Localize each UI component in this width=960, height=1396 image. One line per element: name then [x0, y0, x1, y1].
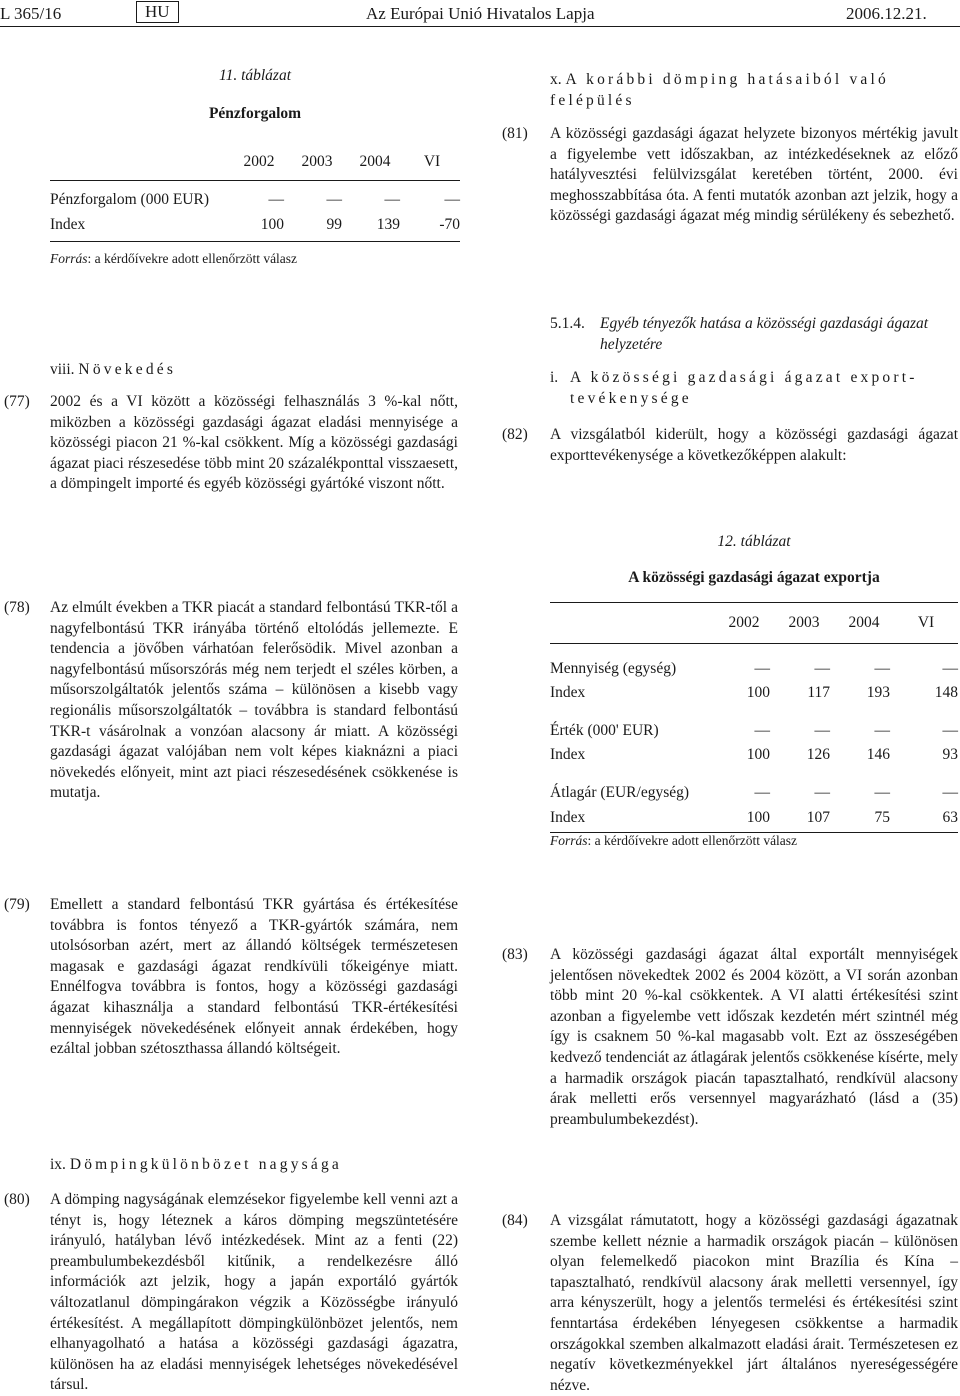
- table11-row-label: Pénzforgalom (000 EUR): [50, 190, 209, 208]
- paragraph-83: A közösségi gazdasági ágazat által exportált mennyiségek jelentősen növekedtek 2002 és 2004 között, a VI során azonban több mint 20 %-kal csökkentek. A VI alatti értékesítési szint azonban a figyelembe vett időszak kezdetén mért szintnél még így is csaknem 50 %-kal magasabb volt. Ezt az összeségében kedvező tendenciát az átlagárak jelentős csökkenése kísérte, mely a harmadik országok piacán tapasztalható, rendkívül alacsony árak melletti erős versennyel magyarázható (lásd a (35) preambulumbekezdést).: [550, 946, 958, 1128]
- table12-cell: —: [754, 660, 770, 678]
- table11-cell: —: [326, 190, 342, 208]
- table12-cell: —: [942, 784, 958, 802]
- section-number: x.: [550, 71, 562, 88]
- section-title-line: Egyéb tényezők hatása a közösségi gazdasági ágazat: [600, 315, 929, 332]
- paragraph-77: 2002 és a VI között a közösségi felhasználás 3 %-kal nőtt, miközben a közösségi gazdasági ágazat eladási mennyisége a közösségi piacon 21 %-kal csökkent. Míg a közösségi gazdasági ágazat piaci részesedése több mint 20 százalékponttal visszaesett, a dömpingelt importé és egyéb közösségi gyártóké viszont nőtt.: [50, 393, 458, 493]
- paragraph-number: (81): [502, 125, 528, 142]
- table11-cell: 99: [288, 211, 346, 242]
- paragraph-number: (80): [4, 1191, 30, 1208]
- table12-cell: 107: [774, 804, 834, 833]
- table11-col-2002: 2002: [230, 146, 288, 180]
- section-viii-heading: [50, 360, 176, 381]
- section-ix-heading: [50, 1155, 342, 1176]
- table12-cell: —: [814, 784, 830, 802]
- table12-col-2002: 2002: [714, 603, 774, 644]
- table12-cell: —: [814, 722, 830, 740]
- table11-title: Pénzforgalom: [208, 105, 302, 122]
- table12-cell: —: [874, 722, 890, 740]
- page-header: [0, 0, 960, 26]
- table12-cell: 146: [866, 745, 890, 763]
- source-text: : a kérdőívekre adott ellenőrzött válasz: [87, 251, 298, 266]
- table12-cell: 100: [746, 745, 770, 763]
- table11-cell: —: [268, 190, 284, 208]
- table-row: [550, 680, 958, 706]
- paragraph-number: (82): [502, 426, 528, 443]
- paragraph-80: A dömping nagyságának elemzésekor figyelembe kell venni azt a tényt is, hogy léteznek a káros dömping megszüntetésére irányuló, hatályban lévő intézkedések. Mint az a fenti (22) preambulumbekezdésből kitűnik, a rendelkezésre álló információk azt jelzik, hogy a japán exportáló gyártók változatlanul dömpingárakon végzik a Közösségbe irányuló értékesítést. A megállapított dömpingkülönbözet jelentős, nem elhanyagolható a hatása a közösségi gazdasági ágazatra, különösen ha az eladási mennyiségek lehetséges növekedésével társul.: [50, 1191, 458, 1394]
- table12-row-label: Érték (000' EUR): [550, 722, 659, 740]
- section-514-title: [600, 314, 960, 355]
- table11-source: [50, 249, 297, 270]
- source-label: Forrás: [550, 833, 588, 848]
- page-reference: L 365/16: [0, 4, 62, 23]
- table12-cell: —: [814, 660, 830, 678]
- paragraph-number: (84): [502, 1212, 528, 1229]
- section-x-heading: [550, 70, 958, 111]
- table12-cell: —: [754, 784, 770, 802]
- table12-cell: —: [874, 660, 890, 678]
- table12-row-label: Index: [550, 745, 586, 763]
- table11-cell: 100: [230, 211, 288, 242]
- table-row: [550, 768, 958, 804]
- paragraph-number: (78): [4, 599, 30, 616]
- section-i-title: [570, 368, 960, 409]
- table12-col-2003: 2003: [774, 603, 834, 644]
- source-text: : a kérdőívekre adott ellenőrzött válasz: [587, 833, 798, 848]
- table12-cell: 126: [806, 745, 830, 763]
- table12-cell: —: [942, 722, 958, 740]
- paragraph-79: Emellett a standard felbontású TKR gyártása és értékesítése továbbra is fontos tényező a TKR-gyártók számára, nem utolsósorban azért, mert az állandó költségek természetesen magasak e gazdasági ágazat rendkívüli tőkeigénye miatt. Ennélfogva továbbra is fontos, hogy a közösségi gazdasági ágazat kihasználja a standard felbontású TKR-értékesítési mennyiségek növekedésének előnyeit annak érdekében, hogy ezáltal jobban szétoszthassa állandó költségeit.: [50, 896, 458, 1058]
- paragraph-84: A vizsgálat rámutatott, hogy a közösségi gazdasági ágazatnak szembe kellett néznie a harmadik országok piacán – különösen olyan felemelkedő piacokon mint Brazília és Kína – tapasztalható, rendkívül alacsony árak melletti versennyel, így arra kényszerült, hogy a jelentős termelési és értékesítési szint fenntartása érdekében lényegesen csökkentse a harmadik országokkal szemben alkalmazott eladási árait. Természetesen ez negatív következményekkel járt általános nyereségességére nézve.: [550, 1212, 958, 1394]
- table11-col-2004: 2004: [346, 146, 404, 180]
- table12-title: A közösségi gazdasági ágazat exportja: [628, 569, 880, 586]
- table12-cell: 148: [934, 683, 958, 701]
- publication-date: 2006.12.21.: [846, 4, 927, 23]
- table12-cell: 100: [714, 804, 774, 833]
- table12: [550, 602, 958, 833]
- table12-row-label: Átlagár (EUR/egység): [550, 784, 690, 802]
- section-title-line: tevékenysége: [570, 389, 692, 407]
- table11-cell: 139: [346, 211, 404, 242]
- table-row: [550, 742, 958, 768]
- header-rule: [0, 26, 960, 27]
- table12-row-label: Index: [550, 683, 586, 701]
- paragraph-number: (77): [4, 393, 30, 410]
- table12-cell: —: [942, 660, 958, 678]
- table11-cell: —: [384, 190, 400, 208]
- table12-source: [550, 831, 797, 852]
- table12-caption: 12. táblázat: [717, 533, 791, 550]
- source-label: Forrás: [50, 251, 88, 266]
- table12-cell: 93: [942, 745, 958, 763]
- section-title-line: A közösségi gazdasági ágazat export-: [570, 369, 918, 386]
- table12-cell: 100: [746, 683, 770, 701]
- section-title: A korábbi dömping hatásaiból való felépülés: [550, 71, 889, 109]
- table12-row-label: Mennyiség (egység): [550, 660, 677, 678]
- section-514-number: 5.1.4.: [550, 315, 585, 332]
- table-row: [550, 644, 958, 681]
- table12-cell: 193: [866, 683, 890, 701]
- table12-col-2004: 2004: [834, 603, 894, 644]
- table-row: [50, 180, 460, 211]
- section-number: ix.: [50, 1156, 66, 1173]
- table-row: [550, 706, 958, 742]
- table12-row-label: Index: [550, 804, 714, 833]
- paragraph-number: (79): [4, 896, 30, 913]
- table11-cell: -70: [404, 211, 460, 242]
- table11-col-vi: VI: [404, 146, 460, 180]
- table12-cell: —: [754, 722, 770, 740]
- table11-col-2003: 2003: [288, 146, 346, 180]
- paragraph-82: A vizsgálatból kiderült, hogy a közösségi gazdasági ágazat exporttevékenysége a következőképpen alakult:: [550, 426, 958, 464]
- section-number: viii.: [50, 361, 75, 378]
- paragraph-81: A közösségi gazdasági ágazat helyzete bizonyos mértékig javult a figyelembe vett időszakban, az intézkedéseknek az előző hatályvesztési felülvizsgálat keretében történt, 2000. évi meghosszabbítása óta. A fenti mutatók azonban azt jelzik, hogy a közösségi gazdasági ágazat még mindig sérülékeny és sebezhető.: [550, 125, 958, 225]
- paragraph-78: Az elmúlt években a TKR piacát a standard felbontású TKR-től a nagyfelbontású TKR irányába történő eltolódás jellemezte. E tendencia a jövőben várhatóan felerősödik. Mivel azonban a nagyfelbontású műsorszórás még nem terjedt el széles körben, a műsorszolgáltatók jelentős száma – különösen a kisebb vagy regionális műsorszolgáltatók – továbbra is standard felbontású TKR-t vásárolnak a vonzóan alacsony ár miatt. A közösségi gazdasági ágazat valójában nem volt képes kiaknázni a piaci növekedés előnyeit, mint azt piaci részesedésének csökkenése is mutatja.: [50, 599, 458, 802]
- table-row: [550, 804, 958, 833]
- table11-caption: 11. táblázat: [218, 67, 292, 84]
- language-badge: HU: [136, 1, 179, 23]
- paragraph-number: (83): [502, 946, 528, 963]
- section-title-line: helyzetére: [600, 335, 663, 353]
- section-i-number: i.: [550, 369, 559, 386]
- table11: [50, 146, 460, 242]
- section-title: Dömpingkülönbözet nagysága: [69, 1156, 342, 1173]
- table12-col-vi: VI: [894, 603, 958, 644]
- journal-title: Az Európai Unió Hivatalos Lapja: [366, 4, 595, 23]
- table11-cell: —: [444, 190, 460, 208]
- section-title: Növekedés: [78, 361, 177, 378]
- table12-cell: 117: [807, 683, 830, 701]
- table-row: [50, 211, 460, 242]
- table12-cell: 63: [894, 804, 958, 833]
- table12-cell: 75: [834, 804, 894, 833]
- table11-row-label: Index: [50, 211, 230, 242]
- table12-cell: —: [874, 784, 890, 802]
